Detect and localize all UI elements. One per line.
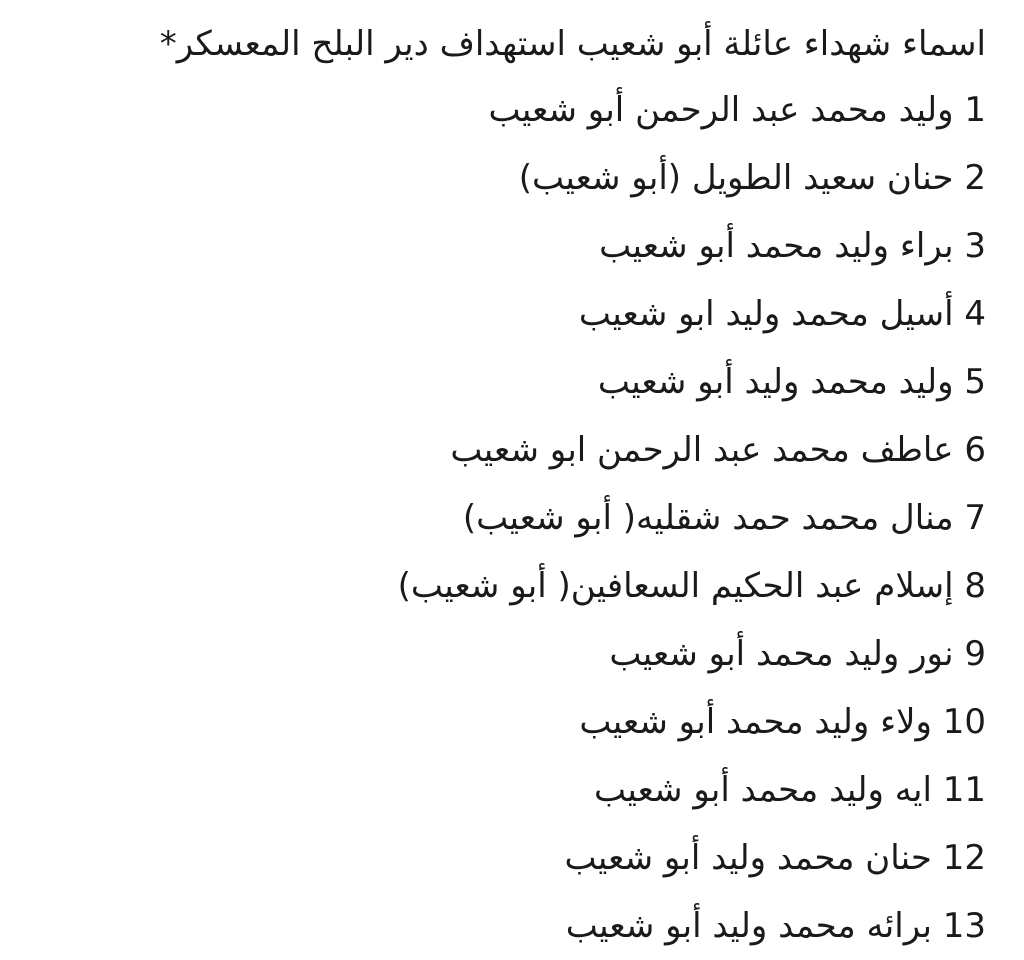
list-item xyxy=(20,144,986,212)
list-item xyxy=(20,484,986,552)
list-item xyxy=(20,348,986,416)
item-name: وليد محمد عبد الرحمن أبو شعيب xyxy=(488,90,954,130)
list-item xyxy=(20,76,986,144)
martyrs-list xyxy=(20,76,986,960)
document-title: اسماء شهداء عائلة أبو شعيب استهداف دير البلح المعسكر* xyxy=(159,24,986,64)
list-item xyxy=(20,416,986,484)
list-item xyxy=(20,688,986,756)
item-number: 1 xyxy=(964,90,986,130)
list-item xyxy=(20,824,986,892)
item-name: ايه وليد محمد أبو شعيب xyxy=(593,770,932,810)
item-name: عاطف محمد عبد الرحمن ابو شعيب xyxy=(450,430,954,470)
item-name: حنان محمد وليد أبو شعيب xyxy=(564,838,932,878)
item-name: ولاء وليد محمد أبو شعيب xyxy=(579,702,932,742)
item-number: 10 xyxy=(942,702,986,742)
list-item xyxy=(20,552,986,620)
item-number: 13 xyxy=(942,906,986,946)
item-number: 4 xyxy=(964,294,986,334)
item-name: حنان سعيد الطويل (أبو شعيب) xyxy=(518,158,954,198)
item-number: 9 xyxy=(964,634,986,674)
list-item xyxy=(20,620,986,688)
item-number: 5 xyxy=(964,362,986,402)
item-name: وليد محمد وليد أبو شعيب xyxy=(597,362,954,402)
list-item xyxy=(20,280,986,348)
item-name: براء وليد محمد أبو شعيب xyxy=(599,226,954,266)
item-number: 6 xyxy=(964,430,986,470)
item-number: 3 xyxy=(964,226,986,266)
list-item xyxy=(20,212,986,280)
item-name: منال محمد حمد شقليه( أبو شعيب) xyxy=(462,498,954,538)
item-name: أسيل محمد وليد ابو شعيب xyxy=(578,294,954,334)
list-item xyxy=(20,756,986,824)
item-number: 2 xyxy=(964,158,986,198)
item-name: إسلام عبد الحكيم السعافين( أبو شعيب) xyxy=(397,566,954,606)
item-number: 11 xyxy=(942,770,986,810)
item-number: 8 xyxy=(964,566,986,606)
item-name: برائه محمد وليد أبو شعيب xyxy=(565,906,932,946)
item-number: 12 xyxy=(942,838,986,878)
item-name: نور وليد محمد أبو شعيب xyxy=(609,634,954,674)
item-number: 7 xyxy=(964,498,986,538)
list-item xyxy=(20,892,986,960)
